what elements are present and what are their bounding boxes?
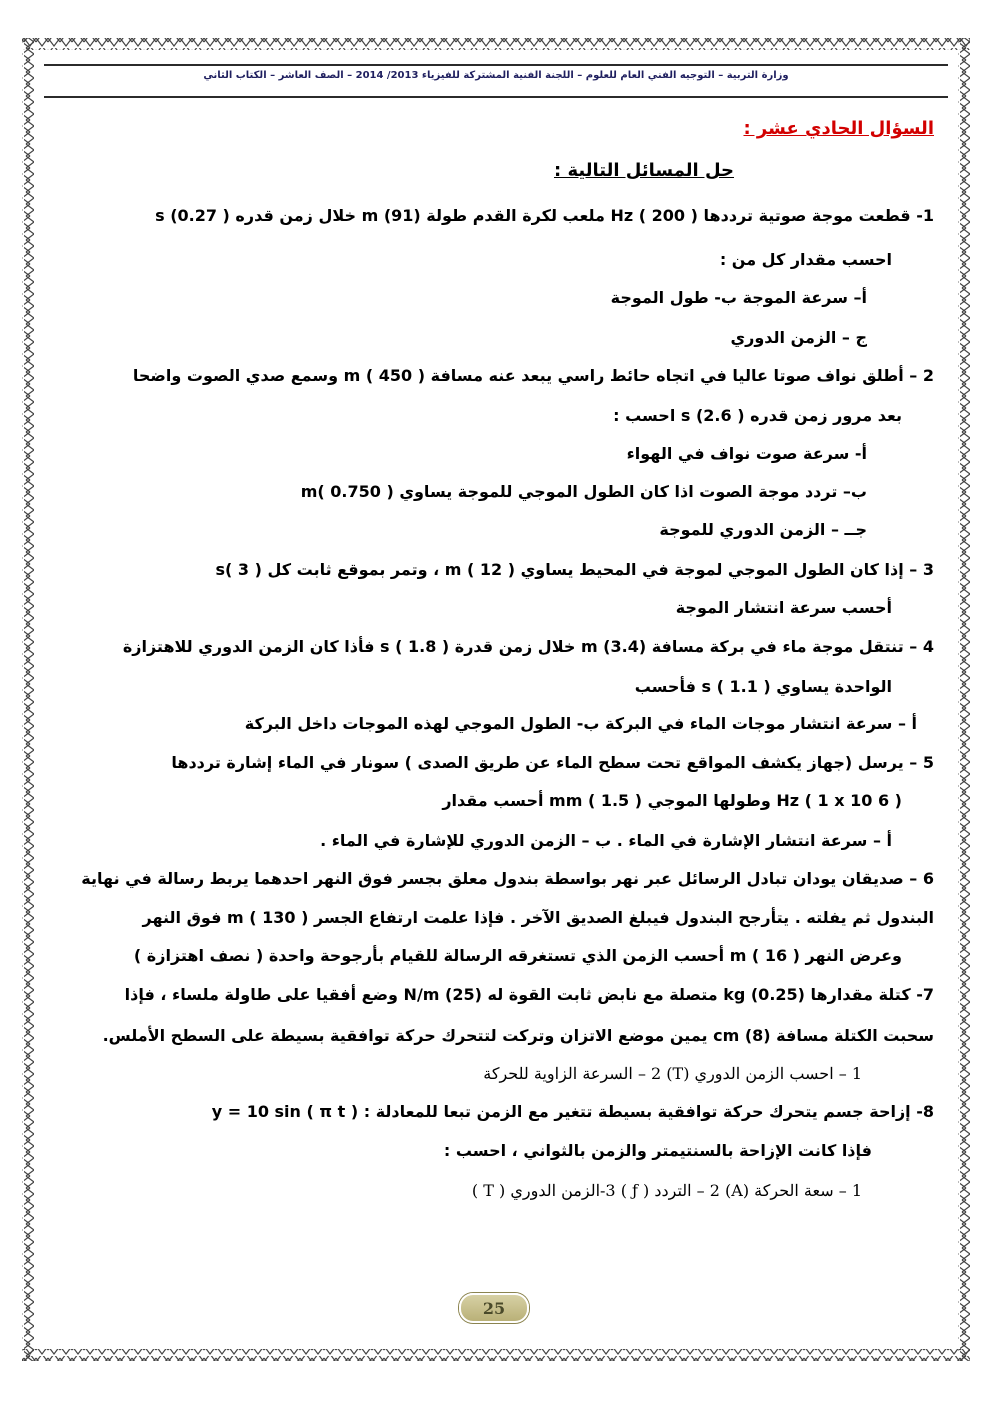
problem-1-line-4: ج – الزمن الدوري — [730, 328, 867, 347]
problem-6-line-3: وعرض النهر m ( 16 ) أحسب الزمن الذي تستغرقه الرسالة للقيام بأرجوحة واحدة ( نصف اهتزازة ) — [133, 946, 902, 965]
problem-5-line-2: Hz ( 1 x 10 6 ) وطولها الموجي mm ( 1.5 ) أحسب مقدار — [442, 791, 902, 810]
problem-3-line-1: 3 – إذا كان الطول الموجي لموجة في المحيط يساوي m ( 12 ) ، وتمر بموقع ثابت كل s( 3 ) — [215, 560, 934, 579]
header-rule-bottom — [44, 96, 948, 98]
problem-4-line-1: 4 – تنتقل موجة ماء في بركة مسافة m (3.4) خلال زمن قدرة s ( 1.8 ) فأذا كان الزمن الدوري للاهتزازة — [122, 637, 934, 656]
problem-7-line-2: سحبت الكتلة مسافة cm (8) يمين موضع الاتزان وتركت لتتحرك حركة توافقية بسيطة على السطح الأملس. — [102, 1026, 934, 1045]
problem-5-line-1: 5 – يرسل (جهاز يكشف المواقع تحت سطح الماء عن طريق الصدى ) سونار في الماء إشارة ترددها — [171, 753, 934, 772]
problem-5-line-3: أ – سرعة انتشار الإشارة في الماء . ب – الزمن الدوري للإشارة في الماء . — [320, 831, 892, 850]
problem-7-line-3: 1 – احسب الزمن الدوري (T) 2 – السرعة الزاوية للحركة — [483, 1064, 862, 1083]
problem-2-line-3: أ- سرعة صوت نواف في الهواء — [626, 444, 867, 463]
problem-3-line-2: أحسب سرعة انتشار الموجة — [675, 598, 892, 617]
problem-6-line-1: 6 – صديقان يودان تبادل الرسائل عبر نهر بواسطة بندول معلق بجسر فوق النهر احدهما يربط رسالة في نهاية — [81, 869, 934, 888]
problem-8-line-3: 1 – سعة الحركة (A) 2 – التردد ( ƒ ) 3-الزمن الدوري ( T ) — [471, 1181, 862, 1200]
problem-8-line-2: فإذا كانت الإزاحة بالسنتيمتر والزمن بالثواني ، احسب : — [443, 1141, 872, 1160]
problem-7-line-1: 7- كتلة مقدارها kg (0.25) متصلة مع نابض ثابت القوة له N/m (25) وضع أفقيا على طاولة ملساء ، فإذا — [124, 985, 934, 1004]
instruction-heading: حل المسائل التالية : — [554, 160, 734, 181]
problem-2-line-2: بعد مرور زمن قدره s (2.6 ) احسب : — [613, 406, 902, 425]
problem-1-line-3: أ– سرعة الموجة ب- طول الموجة — [610, 288, 867, 307]
problem-8-line-1: 8- إزاحة جسم يتحرك حركة توافقية بسيطة تتغير مع الزمن تبعا للمعادلة : ( π t ) y = 10 sin — [211, 1102, 934, 1121]
question-title: السؤال الحادي عشر : — [743, 118, 934, 139]
problem-2-line-5: جــ – الزمن الدوري للموجة — [659, 520, 867, 539]
problem-1-line-2: احسب مقدار كل من : — [719, 250, 892, 269]
problem-1-line-1: 1- قطعت موجة صوتية ترددها Hz ( 200 ) ملعب لكرة القدم طولة m (91) خلال زمن قدره s (0.27 ) — [155, 206, 934, 225]
page-number-badge — [459, 1293, 529, 1323]
problem-2-line-1: 2 – أطلق نواف صوتا عاليا في اتجاه حائط راسي يبعد عنه مسافة m ( 450 ) وسمع صدي الصوت واضحا — [132, 366, 934, 385]
problem-4-line-2: الواحدة يساوي s ( 1.1 ) فأحسب — [634, 677, 892, 696]
document-header: وزارة التربية – التوجيه الفني العام للعلوم – اللجنة الفنية المشتركة للفيزياء 2013/ 2014 – الصف العاشر – الكتاب الثاني — [203, 70, 789, 81]
problem-6-line-2: البندول ثم يفلته . يتأرجح البندول فيبلغ الصديق الآخر . فإذا علمت ارتفاع الجسر m ( 130 ) فوق النهر — [142, 908, 934, 927]
problem-4-line-3: أ – سرعة انتشار موجات الماء في البركة ب- الطول الموجي لهذه الموجات داخل البركة — [244, 714, 917, 733]
header-rule-top — [44, 64, 948, 66]
page-number: 25 — [482, 1298, 506, 1318]
problem-2-line-4: ب– تردد موجة الصوت اذا كان الطول الموجي للموجة يساوي m( 0.750 ) — [300, 482, 867, 501]
